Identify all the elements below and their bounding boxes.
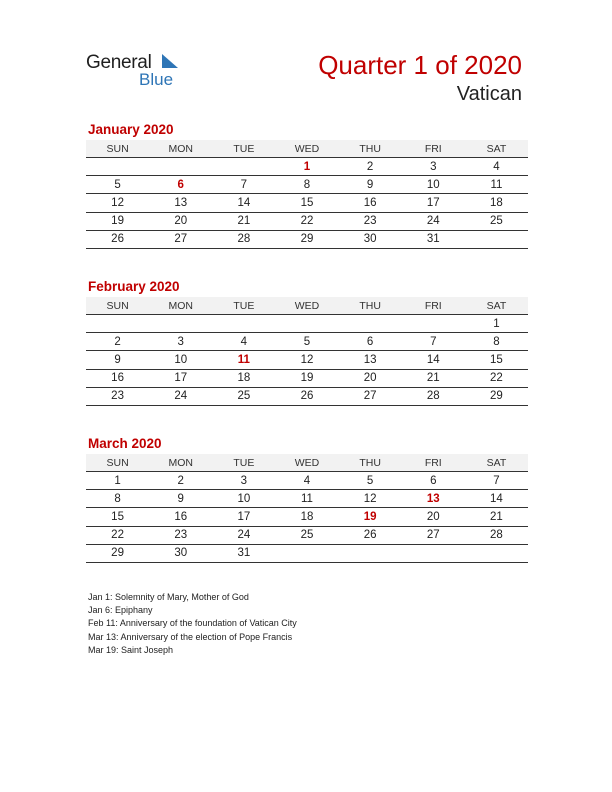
day-cell: 18 <box>212 369 275 387</box>
day-cell <box>86 158 149 176</box>
week-row <box>86 472 528 490</box>
day-cell: 2 <box>149 472 212 490</box>
day-cell: 15 <box>86 508 149 526</box>
weekday-header: MON <box>149 297 212 315</box>
day-cell <box>86 315 149 333</box>
week-row <box>86 351 528 369</box>
day-cell: 5 <box>86 176 149 194</box>
day-cell: 30 <box>339 230 402 248</box>
day-cell: 17 <box>149 369 212 387</box>
day-cell <box>465 230 528 248</box>
day-cell: 22 <box>275 212 338 230</box>
day-cell: 10 <box>212 490 275 508</box>
weekday-header: MON <box>149 140 212 158</box>
week-row <box>86 176 528 194</box>
day-cell: 3 <box>212 472 275 490</box>
month-title: February 2020 <box>88 279 180 294</box>
day-cell: 8 <box>275 176 338 194</box>
day-cell: 6 <box>339 333 402 351</box>
day-cell: 12 <box>275 351 338 369</box>
weekday-header: MON <box>149 454 212 472</box>
holiday-note: Jan 1: Solemnity of Mary, Mother of God <box>88 592 249 602</box>
day-cell: 28 <box>465 526 528 544</box>
day-cell: 31 <box>212 544 275 562</box>
day-cell: 23 <box>86 387 149 405</box>
day-cell: 19 <box>86 212 149 230</box>
day-cell: 29 <box>465 387 528 405</box>
day-cell: 16 <box>86 369 149 387</box>
calendar-table <box>86 454 528 563</box>
weekday-header: SAT <box>465 140 528 158</box>
day-cell: 28 <box>402 387 465 405</box>
holiday-note: Feb 11: Anniversary of the foundation of Vatican City <box>88 618 297 629</box>
month-title: March 2020 <box>88 436 162 451</box>
week-row <box>86 490 528 508</box>
day-cell: 4 <box>212 333 275 351</box>
day-cell: 21 <box>465 508 528 526</box>
day-cell: 1 <box>86 472 149 490</box>
holiday-note: Mar 13: Anniversary of the election of Pope Francis <box>88 631 293 642</box>
week-row <box>86 158 528 176</box>
logo-triangle-icon <box>160 52 180 70</box>
weekday-header: FRI <box>402 297 465 315</box>
day-cell <box>149 315 212 333</box>
holiday-day-cell: 6 <box>149 176 212 194</box>
day-cell <box>212 315 275 333</box>
day-cell: 5 <box>275 333 338 351</box>
day-cell: 14 <box>212 194 275 212</box>
generalblue-logo <box>86 50 196 90</box>
day-cell: 2 <box>339 158 402 176</box>
week-row <box>86 315 528 333</box>
day-cell: 9 <box>339 176 402 194</box>
day-cell <box>402 544 465 562</box>
day-cell: 4 <box>465 158 528 176</box>
day-cell: 23 <box>149 526 212 544</box>
day-cell <box>149 158 212 176</box>
day-cell: 9 <box>149 490 212 508</box>
weekday-header: WED <box>275 454 338 472</box>
day-cell: 18 <box>275 508 338 526</box>
day-cell: 11 <box>465 176 528 194</box>
holiday-day-cell: 19 <box>339 508 402 526</box>
day-cell: 8 <box>465 333 528 351</box>
day-cell: 26 <box>339 526 402 544</box>
day-cell: 25 <box>275 526 338 544</box>
weekday-header: SUN <box>86 140 149 158</box>
day-cell: 22 <box>86 526 149 544</box>
holiday-day-cell: 13 <box>402 490 465 508</box>
holiday-note: Jan 6: Epiphany <box>88 605 153 616</box>
day-cell: 29 <box>86 544 149 562</box>
day-cell: 7 <box>212 176 275 194</box>
day-cell: 21 <box>402 369 465 387</box>
weekday-header: THU <box>339 454 402 472</box>
page-title: Quarter 1 of 2020 <box>318 50 522 80</box>
week-row <box>86 194 528 212</box>
day-cell <box>339 315 402 333</box>
holiday-note: Mar 19: Saint Joseph <box>88 644 174 655</box>
weekday-header: FRI <box>402 454 465 472</box>
day-cell: 4 <box>275 472 338 490</box>
holiday-day-cell: 1 <box>275 158 338 176</box>
calendar-table <box>86 140 528 249</box>
week-row <box>86 369 528 387</box>
day-cell: 8 <box>86 490 149 508</box>
calendar-table <box>86 297 528 406</box>
week-row <box>86 387 528 405</box>
week-row <box>86 333 528 351</box>
month-march <box>86 436 528 563</box>
month-february <box>86 279 528 406</box>
weekday-header: FRI <box>402 140 465 158</box>
day-cell: 27 <box>402 526 465 544</box>
country-name: Vatican <box>456 83 522 105</box>
day-cell: 18 <box>465 194 528 212</box>
week-row <box>86 508 528 526</box>
day-cell: 3 <box>149 333 212 351</box>
day-cell <box>465 544 528 562</box>
day-cell: 27 <box>339 387 402 405</box>
day-cell: 14 <box>465 490 528 508</box>
logo-text-blue: Blue <box>139 70 174 89</box>
day-cell: 1 <box>465 315 528 333</box>
weekday-header: SAT <box>465 297 528 315</box>
week-row <box>86 526 528 544</box>
day-cell: 20 <box>402 508 465 526</box>
day-cell: 20 <box>149 212 212 230</box>
day-cell: 15 <box>275 194 338 212</box>
day-cell: 5 <box>339 472 402 490</box>
weekday-header: THU <box>339 297 402 315</box>
week-row <box>86 212 528 230</box>
day-cell: 27 <box>149 230 212 248</box>
day-cell: 7 <box>465 472 528 490</box>
day-cell: 10 <box>149 351 212 369</box>
day-cell: 24 <box>402 212 465 230</box>
day-cell <box>402 315 465 333</box>
day-cell: 16 <box>339 194 402 212</box>
day-cell: 22 <box>465 369 528 387</box>
weekday-header: TUE <box>212 140 275 158</box>
day-cell: 10 <box>402 176 465 194</box>
day-cell: 26 <box>275 387 338 405</box>
day-cell: 30 <box>149 544 212 562</box>
day-cell: 17 <box>402 194 465 212</box>
week-row <box>86 544 528 562</box>
day-cell: 7 <box>402 333 465 351</box>
day-cell: 16 <box>149 508 212 526</box>
day-cell: 13 <box>149 194 212 212</box>
day-cell: 14 <box>402 351 465 369</box>
weekday-header: TUE <box>212 454 275 472</box>
weekday-header: THU <box>339 140 402 158</box>
weekday-header: WED <box>275 140 338 158</box>
logo-text-general: General <box>86 52 152 73</box>
day-cell: 20 <box>339 369 402 387</box>
month-january <box>86 122 528 249</box>
weekday-header: SAT <box>465 454 528 472</box>
day-cell: 9 <box>86 351 149 369</box>
day-cell: 17 <box>212 508 275 526</box>
day-cell: 24 <box>212 526 275 544</box>
weekday-header: SUN <box>86 297 149 315</box>
week-row <box>86 230 528 248</box>
weekday-header-row <box>86 297 528 315</box>
day-cell: 3 <box>402 158 465 176</box>
day-cell: 12 <box>86 194 149 212</box>
day-cell: 13 <box>339 351 402 369</box>
day-cell: 6 <box>402 472 465 490</box>
weekday-header-row <box>86 454 528 472</box>
day-cell: 24 <box>149 387 212 405</box>
day-cell: 26 <box>86 230 149 248</box>
day-cell: 15 <box>465 351 528 369</box>
weekday-header: TUE <box>212 297 275 315</box>
day-cell <box>339 544 402 562</box>
holiday-day-cell: 11 <box>212 351 275 369</box>
day-cell: 31 <box>402 230 465 248</box>
day-cell: 2 <box>86 333 149 351</box>
day-cell: 12 <box>339 490 402 508</box>
holiday-notes <box>88 591 297 657</box>
day-cell <box>275 315 338 333</box>
day-cell <box>275 544 338 562</box>
weekday-header-row <box>86 140 528 158</box>
day-cell: 11 <box>275 490 338 508</box>
day-cell: 25 <box>212 387 275 405</box>
day-cell: 21 <box>212 212 275 230</box>
month-title: January 2020 <box>88 122 174 137</box>
day-cell: 29 <box>275 230 338 248</box>
day-cell: 28 <box>212 230 275 248</box>
weekday-header: WED <box>275 297 338 315</box>
day-cell <box>212 158 275 176</box>
day-cell: 19 <box>275 369 338 387</box>
day-cell: 25 <box>465 212 528 230</box>
day-cell: 23 <box>339 212 402 230</box>
weekday-header: SUN <box>86 454 149 472</box>
